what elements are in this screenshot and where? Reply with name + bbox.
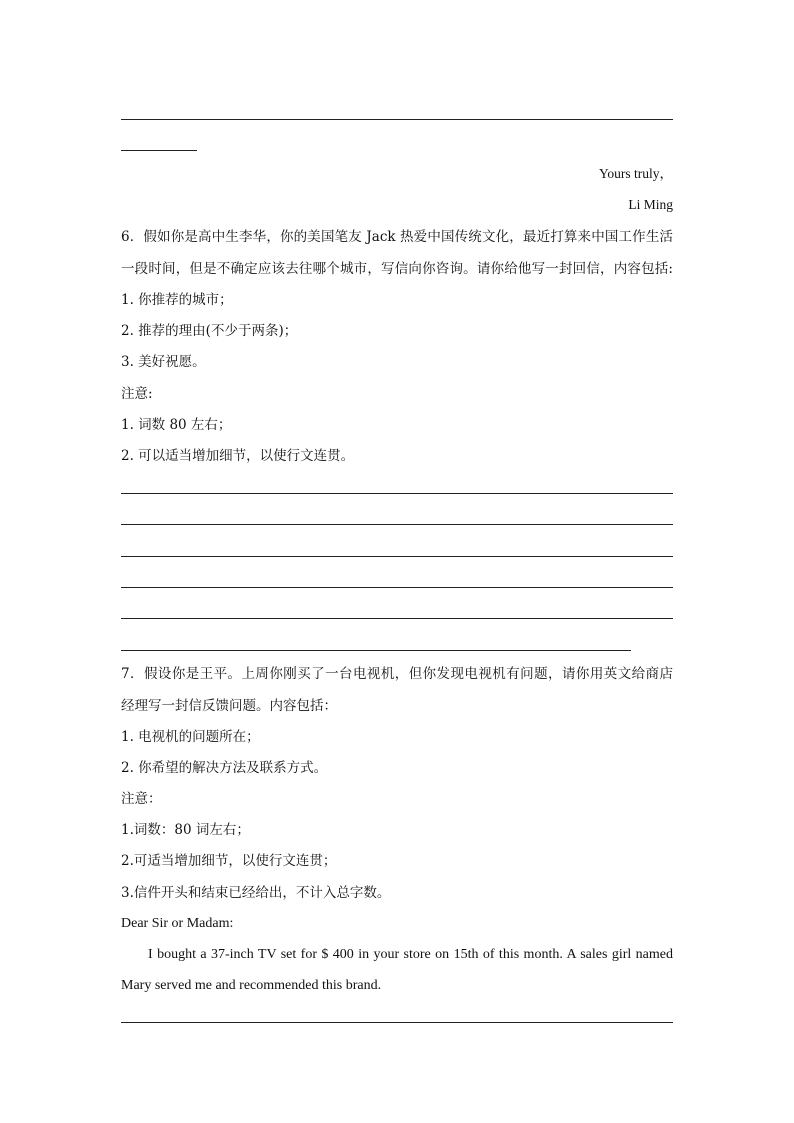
- q7-note-1: 1.词数：80 词左右；: [121, 822, 250, 838]
- q7-note-title: 注意：: [121, 791, 162, 807]
- answer-line: [121, 618, 673, 619]
- letter-closing: Yours truly，: [598, 166, 673, 181]
- answer-line: [121, 524, 673, 525]
- letter-signature-name: Li Ming: [628, 197, 673, 212]
- q6-note-2: 2. 可以适当增加细节，以使行文连贯。: [121, 448, 355, 464]
- q6-prompt-line-1: 6．假如你是高中生李华，你的美国笔友 Jack 热爱中国传统文化，最近打算来中国工作生活: [121, 229, 673, 245]
- q7-item-2: 2. 你希望的解决方法及联系方式。: [121, 760, 328, 776]
- answer-line: [121, 1022, 673, 1023]
- q7-prompt-line-1: 7．假设你是王平。上周你刚买了一台电视机，但你发现电视机有问题，请你用英文给商店: [121, 666, 673, 682]
- answer-line-partial: [121, 650, 631, 651]
- q6-note-title: 注意:: [121, 386, 153, 402]
- q7-note-2: 2.可适当增加细节，以使行文连贯；: [121, 853, 337, 869]
- answer-line: [121, 587, 673, 588]
- letter-body-line-1: I bought a 37-inch TV set for $ 400 in your store on 15th of this month. A sales girl named: [148, 947, 673, 962]
- q6-item-2: 2. 推荐的理由(不少于两条)；: [121, 323, 298, 339]
- letter-body-line-2: Mary served me and recommended this brand.: [121, 978, 382, 993]
- q6-note-1: 1. 词数 80 左右；: [121, 417, 232, 433]
- answer-line: [121, 556, 673, 557]
- q6-prompt-line-2: 一段时间，但是不确定应该去往哪个城市，写信向你咨询。请你给他写一封回信，内容包括:: [121, 261, 673, 277]
- q7-prompt-line-2: 经理写一封信反馈问题。内容包括：: [121, 698, 337, 714]
- q6-item-1: 1. 你推荐的城市；: [121, 292, 233, 308]
- q6-item-3: 3. 美好祝愿。: [121, 354, 206, 370]
- q7-item-1: 1. 电视机的问题所在；: [121, 729, 260, 745]
- q7-note-3: 3.信件开头和结束已经给出，不计入总字数。: [121, 885, 391, 901]
- letter-salutation: Dear Sir or Madam:: [121, 916, 234, 931]
- answer-line-short: [121, 150, 197, 151]
- answer-line: [121, 493, 673, 494]
- answer-line: [121, 119, 673, 120]
